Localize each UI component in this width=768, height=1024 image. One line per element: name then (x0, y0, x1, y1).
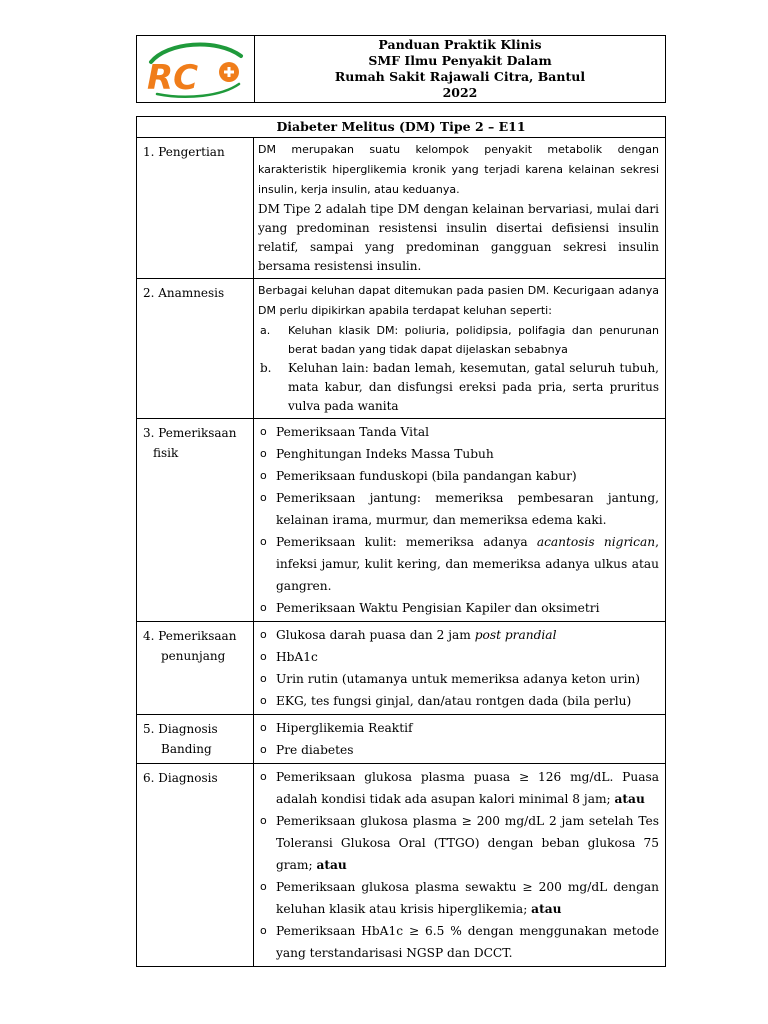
list-item-bold: atau (531, 902, 562, 916)
row-content (254, 715, 665, 763)
banding-list (258, 717, 659, 761)
table-row (137, 138, 665, 279)
bullet-icon: o (260, 672, 267, 685)
list-item-text: Urin rutin (utamanya untuk memeriksa adanya keton urin) (276, 672, 641, 686)
table-row (137, 622, 665, 715)
list-item (258, 668, 659, 690)
bullet-icon: o (260, 425, 267, 438)
list-item-text: , infeksi jamur, kulit kering, dan memeriksa adanya ulkus atau gangren. (276, 535, 659, 593)
pengertian-para-2: DM Tipe 2 adalah tipe DM dengan kelainan bervariasi, mulai dari yang predominan resistensi insulin disertai defisiensi insulin relatif, sampai yang predominan gangguan sekresi insulin bersama resistensi insulin. (258, 202, 659, 273)
list-item-text: Pemeriksaan Waktu Pengisian Kapiler dan oksimetri (276, 601, 600, 615)
hospital-logo (137, 36, 253, 102)
list-item-bold: atau (614, 792, 645, 806)
list-item (258, 739, 659, 761)
header-title-line: 2022 (442, 85, 478, 100)
list-item (258, 443, 659, 465)
bullet-icon: o (260, 447, 267, 460)
list-item-text: EKG, tes fungsi ginjal, dan/atau rontgen dada (bila perlu) (276, 694, 632, 708)
row-label-line: Banding (161, 742, 212, 756)
row-label: 6. Diagnosis (137, 764, 254, 966)
row-label (137, 419, 254, 621)
list-item-text: Penghitungan Indeks Massa Tubuh (276, 447, 494, 461)
list-item-italic: acantosis nigrican (536, 535, 656, 549)
list-item (258, 717, 659, 739)
bullet-icon: o (260, 721, 267, 734)
list-item (258, 359, 659, 416)
list-item-bold: atau (316, 858, 347, 872)
list-item-text: Pre diabetes (276, 743, 354, 757)
diagnosis-list (258, 766, 659, 964)
bullet-icon: o (260, 491, 267, 504)
row-content (254, 279, 665, 418)
table-row (137, 419, 665, 622)
bullet-icon: o (260, 924, 267, 937)
table-row (137, 279, 665, 419)
list-marker: b. (260, 361, 272, 375)
row-label (137, 622, 254, 714)
bullet-icon: o (260, 650, 267, 663)
bullet-icon: o (260, 535, 267, 548)
header-box (136, 35, 666, 103)
list-marker: a. (260, 324, 271, 337)
row-content (254, 138, 665, 278)
row-label-line: penunjang (161, 649, 226, 663)
list-item (258, 646, 659, 668)
header-title-line: SMF Ilmu Penyakit Dalam (368, 53, 552, 68)
row-label: 1. Pengertian (137, 138, 254, 278)
list-item-text: Pemeriksaan Tanda Vital (276, 425, 430, 439)
list-item-text: HbA1c (276, 650, 318, 664)
list-item (258, 690, 659, 712)
list-item-text: Keluhan klasik DM: poliuria, polidipsia, polifagia dan penurunan berat badan yang tidak dapat dijelaskan sebabnya (288, 324, 659, 356)
list-item (258, 465, 659, 487)
list-item-text: Pemeriksaan jantung: memeriksa pembesaran jantung, kelainan irama, murmur, dan memeriksa edema kaki. (276, 491, 659, 527)
list-item-text: Hiperglikemia Reaktif (276, 721, 413, 735)
bullet-icon: o (260, 770, 267, 783)
list-item-text: Pemeriksaan HbA1c ≥ 6.5 % dengan menggunakan metode yang terstandarisasi NGSP dan DCCT. (276, 924, 659, 960)
list-item-text: Pemeriksaan glukosa plasma ≥ 200 mg/dL 2 jam setelah Tes Toleransi Glukosa Oral (TTGO) dengan beban glukosa 75 gram; (276, 814, 659, 872)
bullet-icon: o (260, 694, 267, 707)
header-title (255, 36, 665, 102)
list-item-text: Glukosa darah puasa dan 2 jam (276, 628, 475, 642)
list-item (258, 810, 659, 876)
row-content (254, 622, 665, 714)
list-item (258, 531, 659, 597)
table-row (137, 715, 665, 764)
list-item-italic: post prandial (474, 628, 557, 642)
list-item (258, 876, 659, 920)
list-item-text: Pemeriksaan kulit: memeriksa adanya (276, 535, 537, 549)
row-label-line: 4. Pemeriksaan (143, 629, 237, 643)
bullet-icon: o (260, 880, 267, 893)
bullet-icon: o (260, 814, 267, 827)
list-item-text: Pemeriksaan funduskopi (bila pandangan kabur) (276, 469, 577, 483)
logo-text: RC (147, 58, 199, 98)
penunjang-list (258, 624, 659, 712)
list-item (258, 487, 659, 531)
clinical-guideline-table (136, 116, 666, 967)
row-label: 2. Anamnesis (137, 279, 254, 418)
row-label-line: 5. Diagnosis (143, 722, 218, 736)
list-item (258, 421, 659, 443)
row-label (137, 715, 254, 763)
header-title-line: Rumah Sakit Rajawali Citra, Bantul (334, 69, 586, 84)
bullet-icon: o (260, 601, 267, 614)
logo-cell (137, 36, 255, 102)
list-item (258, 597, 659, 619)
bullet-icon: o (260, 743, 267, 756)
list-item (258, 321, 659, 359)
fisik-list (258, 421, 659, 619)
list-item (258, 920, 659, 964)
table-row (137, 764, 665, 966)
row-content (254, 419, 665, 621)
header-title-line: Panduan Praktik Klinis (378, 37, 542, 52)
anamnesis-list (258, 321, 659, 416)
bullet-icon: o (260, 628, 267, 641)
table-caption: Diabeter Melitus (DM) Tipe 2 – E11 (137, 117, 665, 138)
list-item-text: Pemeriksaan glukosa plasma puasa ≥ 126 mg/dL. Puasa adalah kondisi tidak ada asupan kalori minimal 8 jam; (276, 770, 659, 806)
list-item-text: Pemeriksaan glukosa plasma sewaktu ≥ 200 mg/dL dengan keluhan klasik atau krisis hiperglikemia; (276, 880, 659, 916)
list-item-text: Keluhan lain: badan lemah, kesemutan, gatal seluruh tubuh, mata kabur, dan disfungsi ereksi pada pria, serta pruritus vulva pada wanita (288, 361, 659, 413)
list-item (258, 766, 659, 810)
row-label-line: 3. Pemeriksaan (143, 426, 237, 440)
row-label-line: fisik (153, 446, 179, 460)
bullet-icon: o (260, 469, 267, 482)
pengertian-para-1: DM merupakan suatu kelompok penyakit metabolik dengan karakteristik hiperglikemia kronik yang terjadi karena kelainan sekresi insulin, kerja insulin, atau keduanya. (258, 143, 659, 196)
list-item (258, 624, 659, 646)
row-content (254, 764, 665, 966)
anamnesis-intro: Berbagai keluhan dapat ditemukan pada pasien DM. Kecurigaan adanya DM perlu dipikirkan apabila terdapat keluhan seperti: (258, 284, 659, 317)
